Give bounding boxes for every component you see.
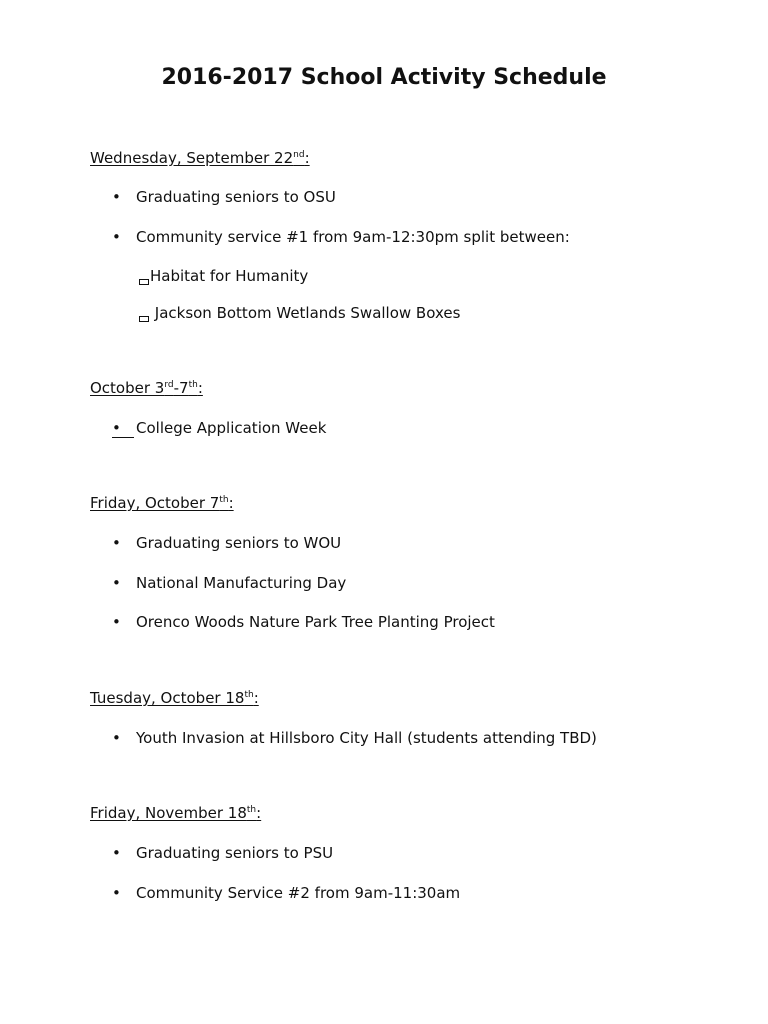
- bullet-icon: •: [112, 419, 121, 437]
- sub-list-item: Jackson Bottom Wetlands Swallow Boxes: [150, 304, 461, 322]
- bullet-icon: •: [112, 534, 121, 552]
- sub-list-item: Habitat for Humanity: [150, 267, 309, 285]
- list-item: National Manufacturing Day: [136, 574, 347, 592]
- sub-bullet-box-icon: [139, 316, 149, 322]
- bullet-icon: •: [112, 844, 121, 862]
- section-heading-oct-3-7: October 3rd-7th:: [90, 379, 203, 397]
- section-heading-oct-7: Friday, October 7th:: [90, 494, 234, 512]
- list-item: Graduating seniors to OSU: [136, 188, 336, 206]
- bullet-icon: •: [112, 228, 121, 246]
- sub-bullet-box-icon: [139, 279, 149, 285]
- section-heading-oct-18: Tuesday, October 18th:: [90, 689, 259, 707]
- list-item: College Application Week: [136, 419, 327, 437]
- bullet-icon: •: [112, 188, 121, 206]
- section-heading-sep-22: Wednesday, September 22nd:: [90, 149, 310, 167]
- list-item: Community Service #2 from 9am-11:30am: [136, 884, 461, 902]
- section-heading-nov-18: Friday, November 18th:: [90, 804, 262, 822]
- document-title: 2016-2017 School Activity Schedule: [161, 65, 607, 90]
- list-item: Graduating seniors to PSU: [136, 844, 334, 862]
- bullet-icon: •: [112, 574, 121, 592]
- list-item: Youth Invasion at Hillsboro City Hall (students attending TBD): [136, 729, 597, 747]
- bullet-icon: •: [112, 884, 121, 902]
- list-item: Graduating seniors to WOU: [136, 534, 342, 552]
- bullet-icon: •: [112, 613, 121, 631]
- list-item: Orenco Woods Nature Park Tree Planting Project: [136, 613, 495, 631]
- list-item: Community service #1 from 9am-12:30pm split between:: [136, 228, 570, 246]
- bullet-icon: •: [112, 729, 121, 747]
